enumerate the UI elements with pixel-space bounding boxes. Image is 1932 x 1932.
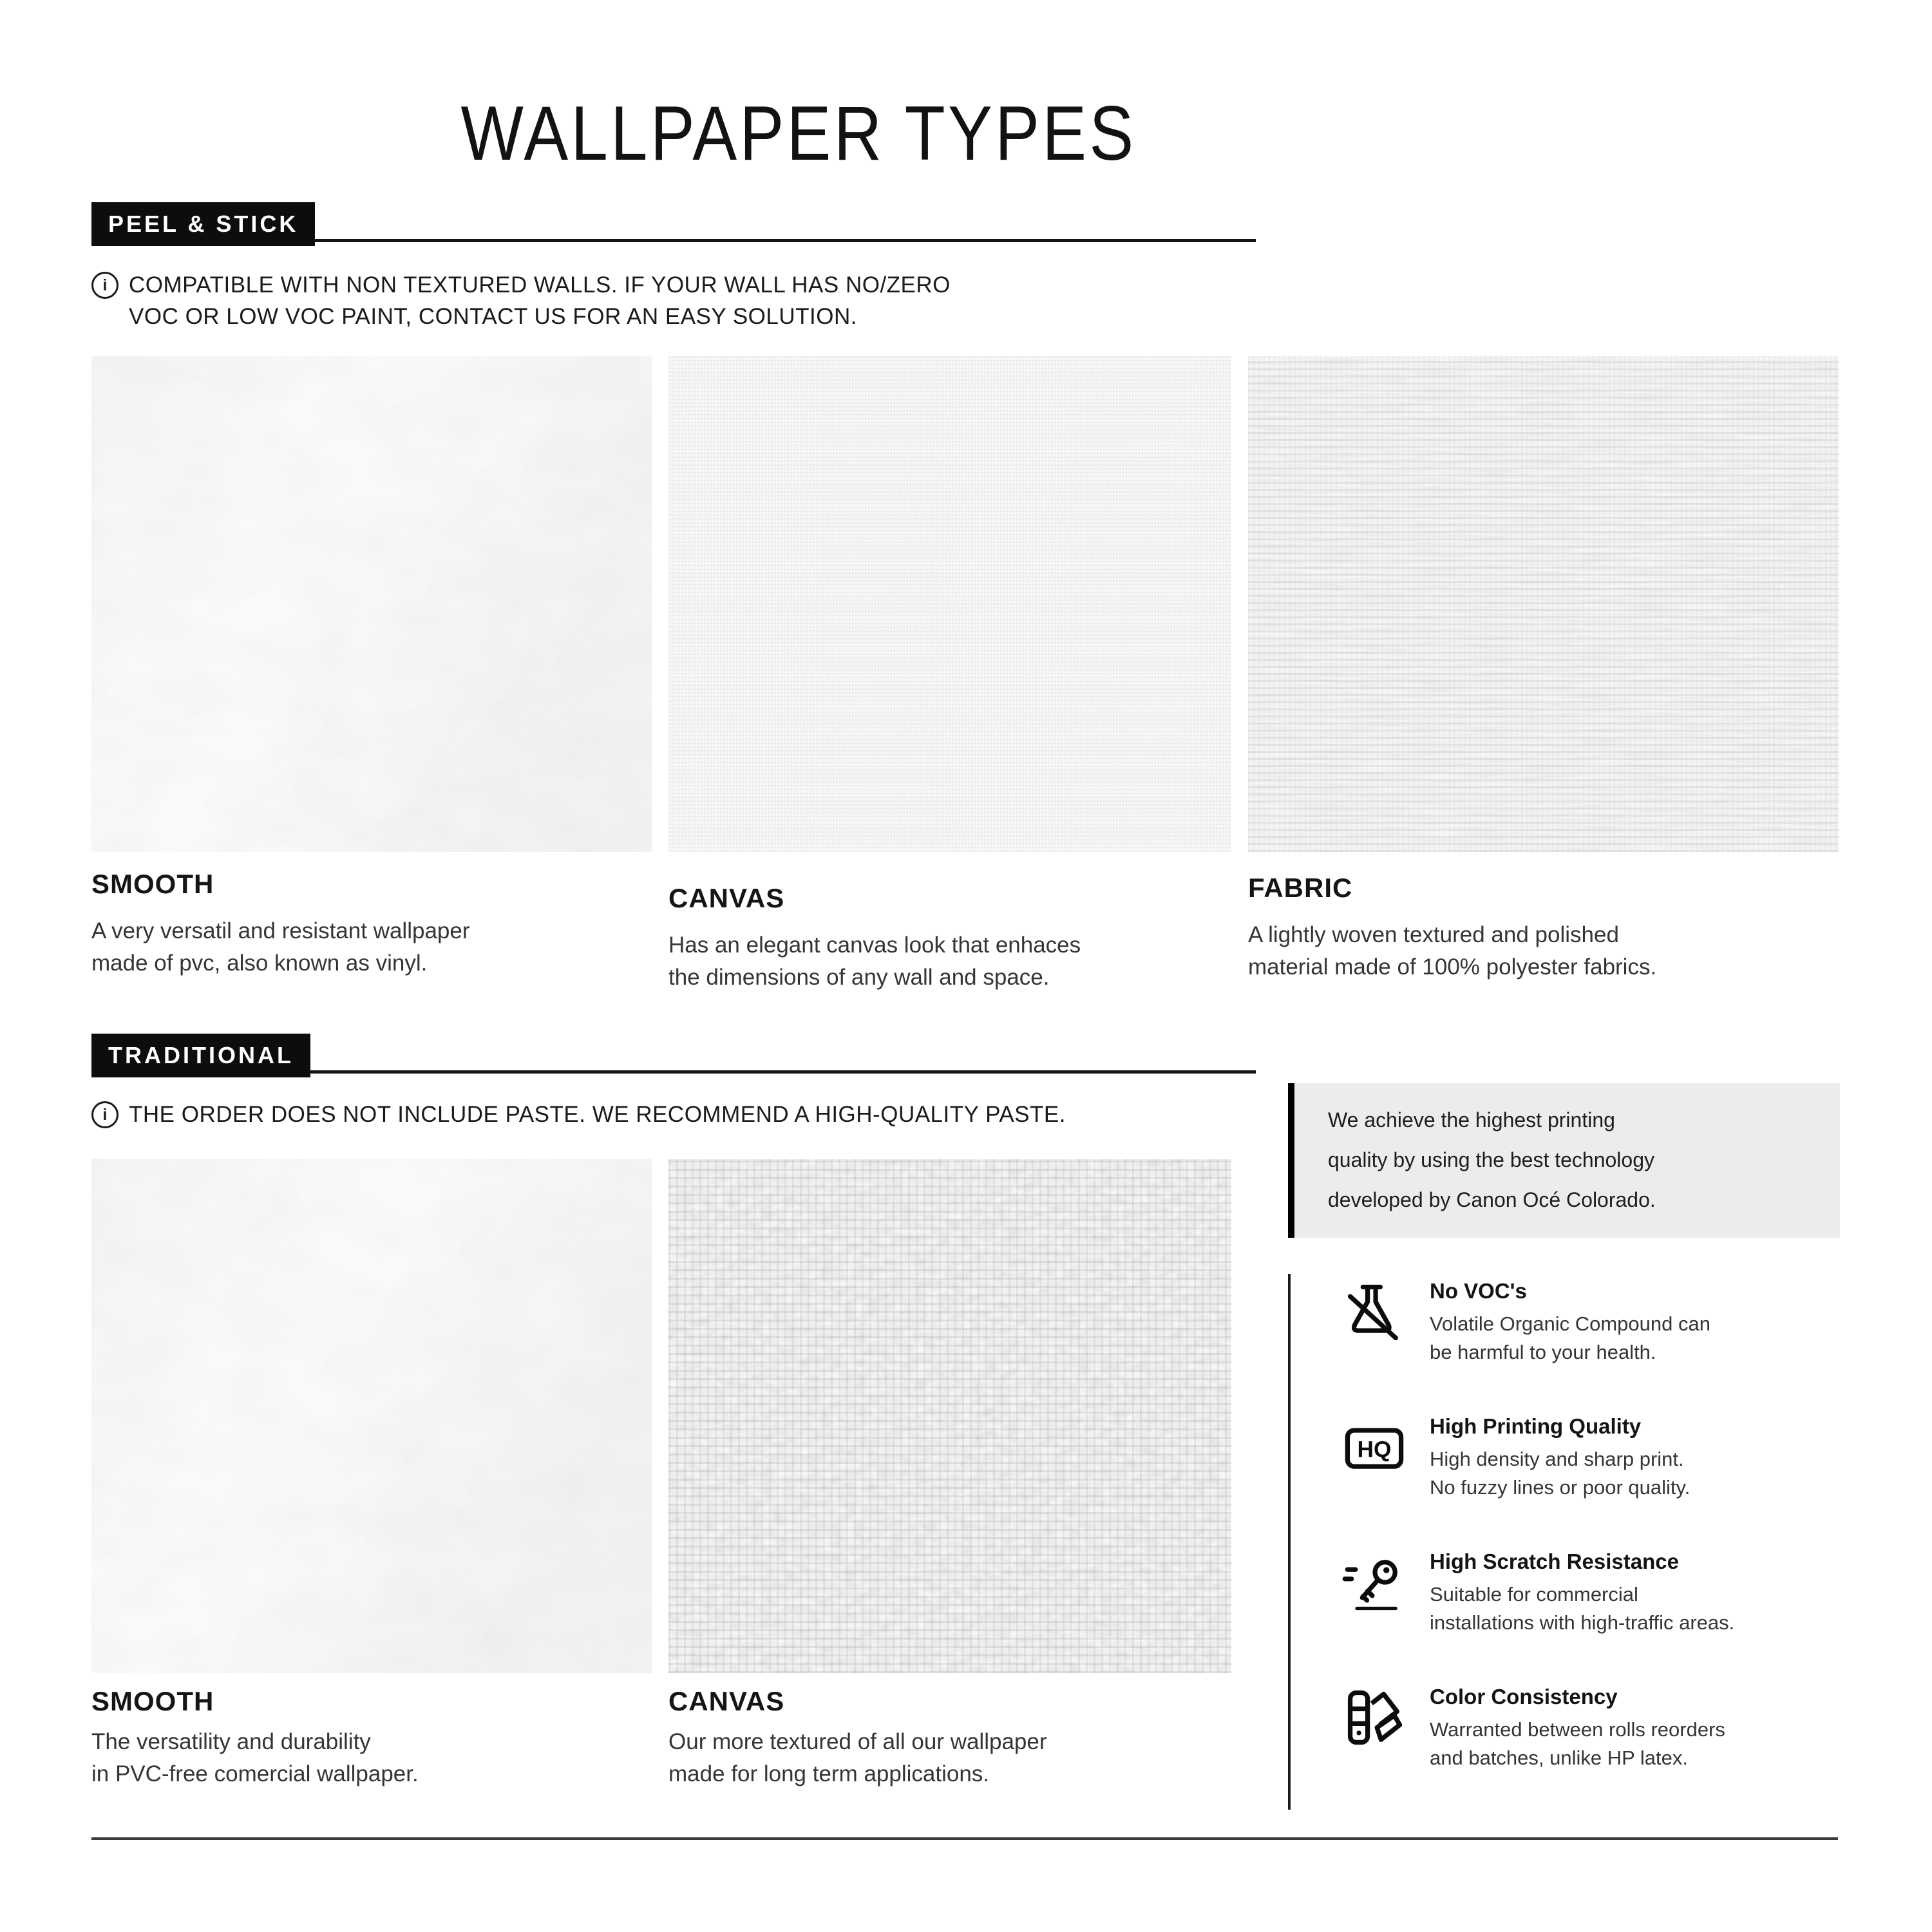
swatch-peel-stick-fabric	[1248, 356, 1839, 852]
type-name: SMOOTH	[91, 1686, 214, 1716]
peel-stick-note	[91, 269, 951, 332]
type-description: A very versatil and resistant wallpaper made of pvc, also known as vinyl.	[91, 918, 470, 976]
feature-no-voc	[1341, 1279, 1842, 1367]
caption-traditional-canvas	[668, 1673, 1235, 1790]
page-title: WALLPAPER TYPES	[460, 90, 1137, 176]
feature-scratch-resistance	[1341, 1549, 1842, 1637]
printing-quality-callout	[1288, 1083, 1840, 1238]
traditional-note	[91, 1099, 1066, 1130]
info-icon: i	[91, 1101, 118, 1128]
feature-desc: installations with high-traffic areas.	[1430, 1611, 1735, 1634]
note-line: THE ORDER DOES NOT INCLUDE PASTE. WE RECOMMEND A HIGH-QUALITY PASTE.	[129, 1102, 1066, 1127]
caption-peel-stick-canvas	[668, 852, 1235, 994]
bottom-divider	[91, 1837, 1838, 1840]
type-description: A lightly woven textured and polished material made of 100% polyester fabrics.	[1248, 922, 1657, 980]
type-description: Our more textured of all our wallpaper made for long term applications.	[668, 1729, 1047, 1786]
feature-color-consistency	[1341, 1685, 1842, 1772]
callout-line: quality by using the best technology	[1328, 1148, 1654, 1171]
info-icon: i	[91, 272, 118, 299]
svg-text:HQ: HQ	[1357, 1437, 1392, 1463]
feature-list	[1288, 1274, 1842, 1810]
no-voc-flask-icon	[1341, 1279, 1408, 1346]
type-name: SMOOTH	[91, 869, 214, 899]
peel-stick-badge: PEEL & STICK	[91, 202, 315, 246]
callout-line: developed by Canon Océ Colorado.	[1328, 1188, 1656, 1211]
feature-title: High Scratch Resistance	[1430, 1549, 1679, 1573]
type-name: CANVAS	[668, 1686, 785, 1716]
color-swatches-icon	[1341, 1685, 1408, 1752]
feature-title: High Printing Quality	[1430, 1414, 1642, 1438]
feature-desc: High density and sharp print.	[1430, 1448, 1684, 1470]
key-icon	[1341, 1549, 1408, 1616]
swatch-peel-stick-smooth	[91, 356, 652, 852]
type-description: Has an elegant canvas look that enhaces the dimensions of any wall and space.	[668, 933, 1081, 990]
type-description: The versatility and durability in PVC-free comercial wallpaper.	[91, 1729, 419, 1786]
smooth-texture-overlay	[91, 1159, 652, 1673]
swatch-traditional-smooth	[91, 1159, 652, 1673]
fabric-texture-overlay	[1248, 356, 1839, 852]
feature-title: Color Consistency	[1430, 1685, 1618, 1709]
canvas-texture-overlay	[668, 356, 1231, 852]
type-name: FABRIC	[1248, 873, 1353, 903]
burlap-texture-overlay	[668, 1159, 1231, 1673]
feature-desc: be harmful to your health.	[1430, 1341, 1656, 1363]
note-line: VOC OR LOW VOC PAINT, CONTACT US FOR AN EASY SOLUTION.	[129, 304, 857, 329]
callout-line: We achieve the highest printing	[1328, 1108, 1615, 1132]
swatch-peel-stick-canvas	[668, 356, 1231, 852]
feature-title: No VOC's	[1430, 1279, 1527, 1303]
traditional-badge: TRADITIONAL	[91, 1034, 310, 1077]
hq-badge-icon	[1341, 1414, 1408, 1481]
type-name: CANVAS	[668, 883, 785, 913]
note-line: COMPATIBLE WITH NON TEXTURED WALLS. IF YOUR WALL HAS NO/ZERO	[129, 272, 951, 298]
feature-desc: Warranted between rolls reorders	[1430, 1718, 1725, 1741]
caption-peel-stick-fabric	[1248, 852, 1839, 983]
caption-traditional-smooth	[91, 1673, 658, 1790]
feature-desc: No fuzzy lines or poor quality.	[1430, 1476, 1690, 1499]
feature-high-printing-quality	[1341, 1414, 1842, 1502]
caption-peel-stick-smooth	[91, 852, 658, 980]
feature-desc: and batches, unlike HP latex.	[1430, 1747, 1688, 1769]
swatch-traditional-canvas	[668, 1159, 1231, 1673]
feature-desc: Suitable for commercial	[1430, 1583, 1638, 1605]
smooth-texture-overlay	[91, 356, 652, 852]
feature-desc: Volatile Organic Compound can	[1430, 1312, 1710, 1335]
